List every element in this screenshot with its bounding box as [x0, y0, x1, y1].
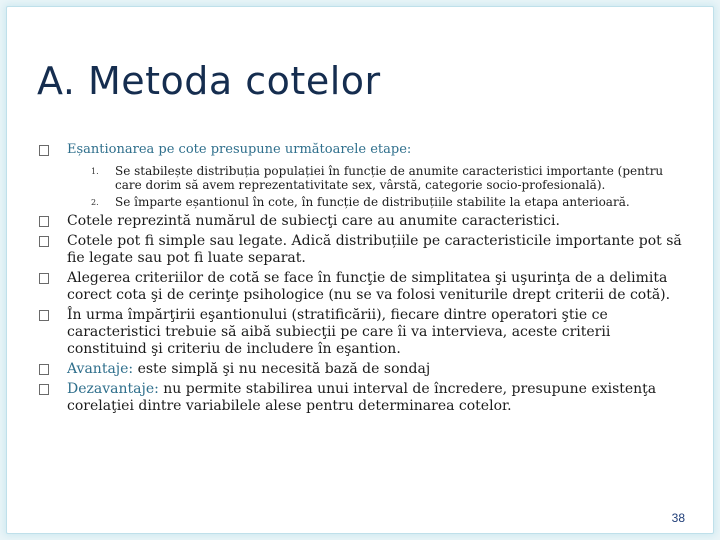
bullet-text: Alegerea criteriilor de cotă se face în funcţie de simplitatea şi uşurinţa de a delimita corect cota şi de cerinţe psihologice (nu se va folosi veniturile drept criterii de cotă).	[67, 270, 671, 303]
slide-content	[37, 142, 693, 415]
bullet-text: Cotele pot fi simple sau legate. Adică distribuțiile pe caracteristicile importante pot să fie legate sau pot fi luate separat.	[67, 233, 682, 266]
step-text: Se împarte eșantionul în cote, în funcție de distribuțiile stabilite la etapa anterioară.	[115, 195, 630, 209]
square-bullet-icon	[39, 384, 49, 395]
square-bullet-icon	[39, 145, 49, 156]
slide	[6, 6, 714, 534]
square-bullet-icon	[39, 273, 49, 284]
bullet-advantages	[37, 361, 693, 378]
bullet-item	[37, 270, 693, 304]
disadvantages-text: nu permite stabilirea unui interval de încredere, presupune existenţa corelaţiei dintre variabilele alese pentru determinarea cotelor.	[67, 381, 657, 414]
bullet-text: În urma împărţirii eşantionului (stratificării), fiecare dintre operatori ştie ce caracteristici trebuie să aibă subiecţii pe care îi va intervieva, aceste criterii constituind şi criteriu de includere în eşantion.	[67, 307, 611, 357]
square-bullet-icon	[39, 236, 49, 247]
bullet-intro	[37, 142, 693, 158]
bullet-disadvantages	[37, 381, 693, 415]
step-number: 1.	[91, 167, 99, 176]
square-bullet-icon	[39, 364, 49, 375]
square-bullet-icon	[39, 216, 49, 227]
bullet-item	[37, 307, 693, 358]
advantages-label: Avantaje:	[67, 361, 134, 377]
bullet-item	[37, 233, 693, 267]
bullet-item	[37, 213, 693, 230]
square-bullet-icon	[39, 310, 49, 321]
bullet-text: Cotele reprezintă numărul de subiecţi care au anumite caracteristici.	[67, 213, 560, 229]
step-number: 2.	[91, 198, 99, 207]
advantages-text: este simplă şi nu necesită bază de sondaj	[133, 361, 431, 377]
step-text: Se stabilește distribuția populației în funcție de anumite caracteristici importante (pentru care dorim să avem reprezentativitate sex, vârstă, categorie socio-profesională).	[115, 164, 664, 192]
step-item	[37, 195, 693, 209]
step-item	[37, 164, 693, 192]
intro-text: Eșantionarea pe cote presupune următoarele etape:	[67, 142, 412, 157]
slide-title: A. Metoda cotelor	[37, 59, 381, 103]
disadvantages-label: Dezavantaje:	[67, 381, 159, 397]
page-number: 38	[671, 511, 685, 525]
